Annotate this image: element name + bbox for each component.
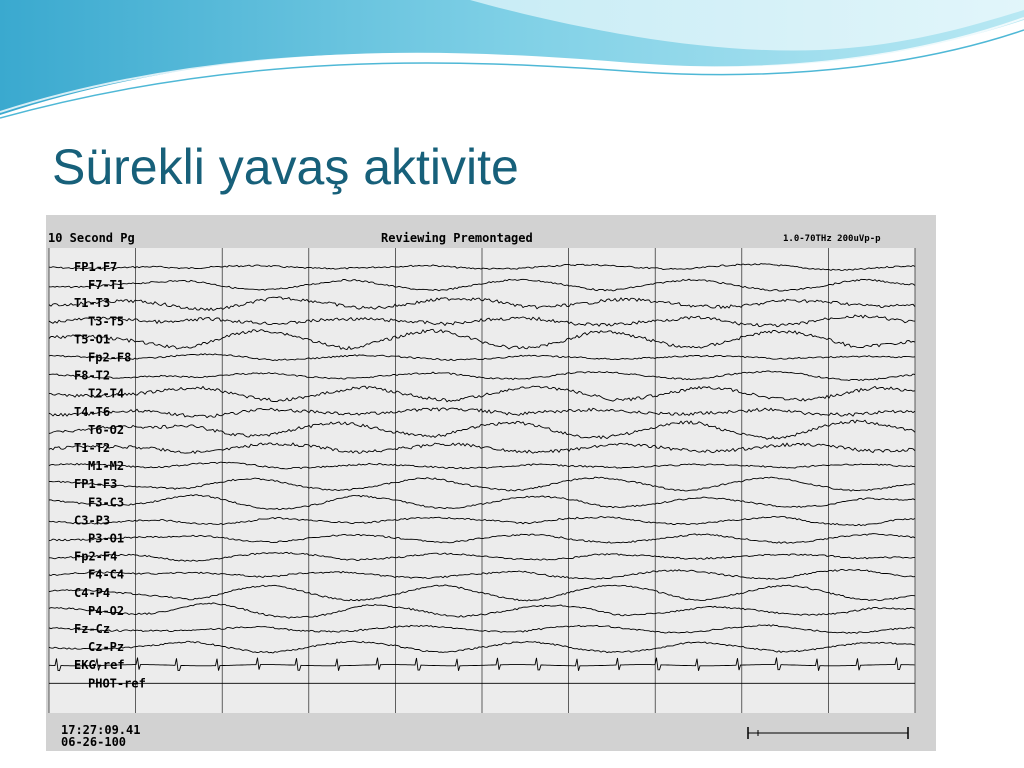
- channel-label: T3-T5: [88, 314, 125, 329]
- channel-label: FP1-F3: [74, 477, 118, 492]
- slide-title: Sürekli yavaş aktivite: [52, 139, 519, 195]
- eeg-recording: [46, 215, 936, 751]
- channel-label: Cz-Pz: [88, 640, 125, 655]
- channel-label: P4-O2: [88, 603, 125, 618]
- channel-label: C3-P3: [74, 513, 111, 528]
- eeg-date: 06-26-100: [61, 735, 127, 749]
- eeg-scale-bar: [748, 727, 908, 739]
- channel-label: Fp2-F4: [74, 549, 118, 564]
- decorative-wave-banner: [0, 0, 1024, 120]
- channel-label: T2-T4: [88, 386, 125, 401]
- channel-label: F3-C3: [88, 495, 125, 510]
- eeg-screenshot: [46, 215, 936, 751]
- channel-label: PHOT-ref: [88, 676, 146, 691]
- eeg-timestamp: 17:27:09.41: [61, 723, 141, 737]
- channel-label: P3-O1: [88, 531, 125, 546]
- channel-label: Fp2-F8: [88, 350, 132, 365]
- channel-label: F4-C4: [88, 567, 125, 582]
- eeg-header-page: 10 Second Pg: [48, 231, 135, 245]
- channel-label: F8-T2: [74, 368, 111, 383]
- channel-label: M1-M2: [88, 459, 125, 474]
- channel-label: T1-T3: [74, 296, 111, 311]
- channel-label: F7-T1: [88, 278, 125, 293]
- channel-label: C4-P4: [74, 585, 111, 600]
- channel-label: FP1-F7: [74, 260, 118, 274]
- channel-label: T5-O1: [74, 332, 111, 347]
- eeg-header-filter: 1.0-70THz 200uVp-p: [783, 234, 881, 244]
- channel-label: Fz-Cz: [74, 622, 111, 636]
- channel-label: T1-T2: [74, 441, 111, 455]
- channel-label: T4-T6: [74, 404, 111, 419]
- channel-label: EKG-ref: [74, 658, 125, 673]
- eeg-header-mode: Reviewing Premontaged: [381, 231, 533, 245]
- channel-label: T6-O2: [88, 422, 125, 437]
